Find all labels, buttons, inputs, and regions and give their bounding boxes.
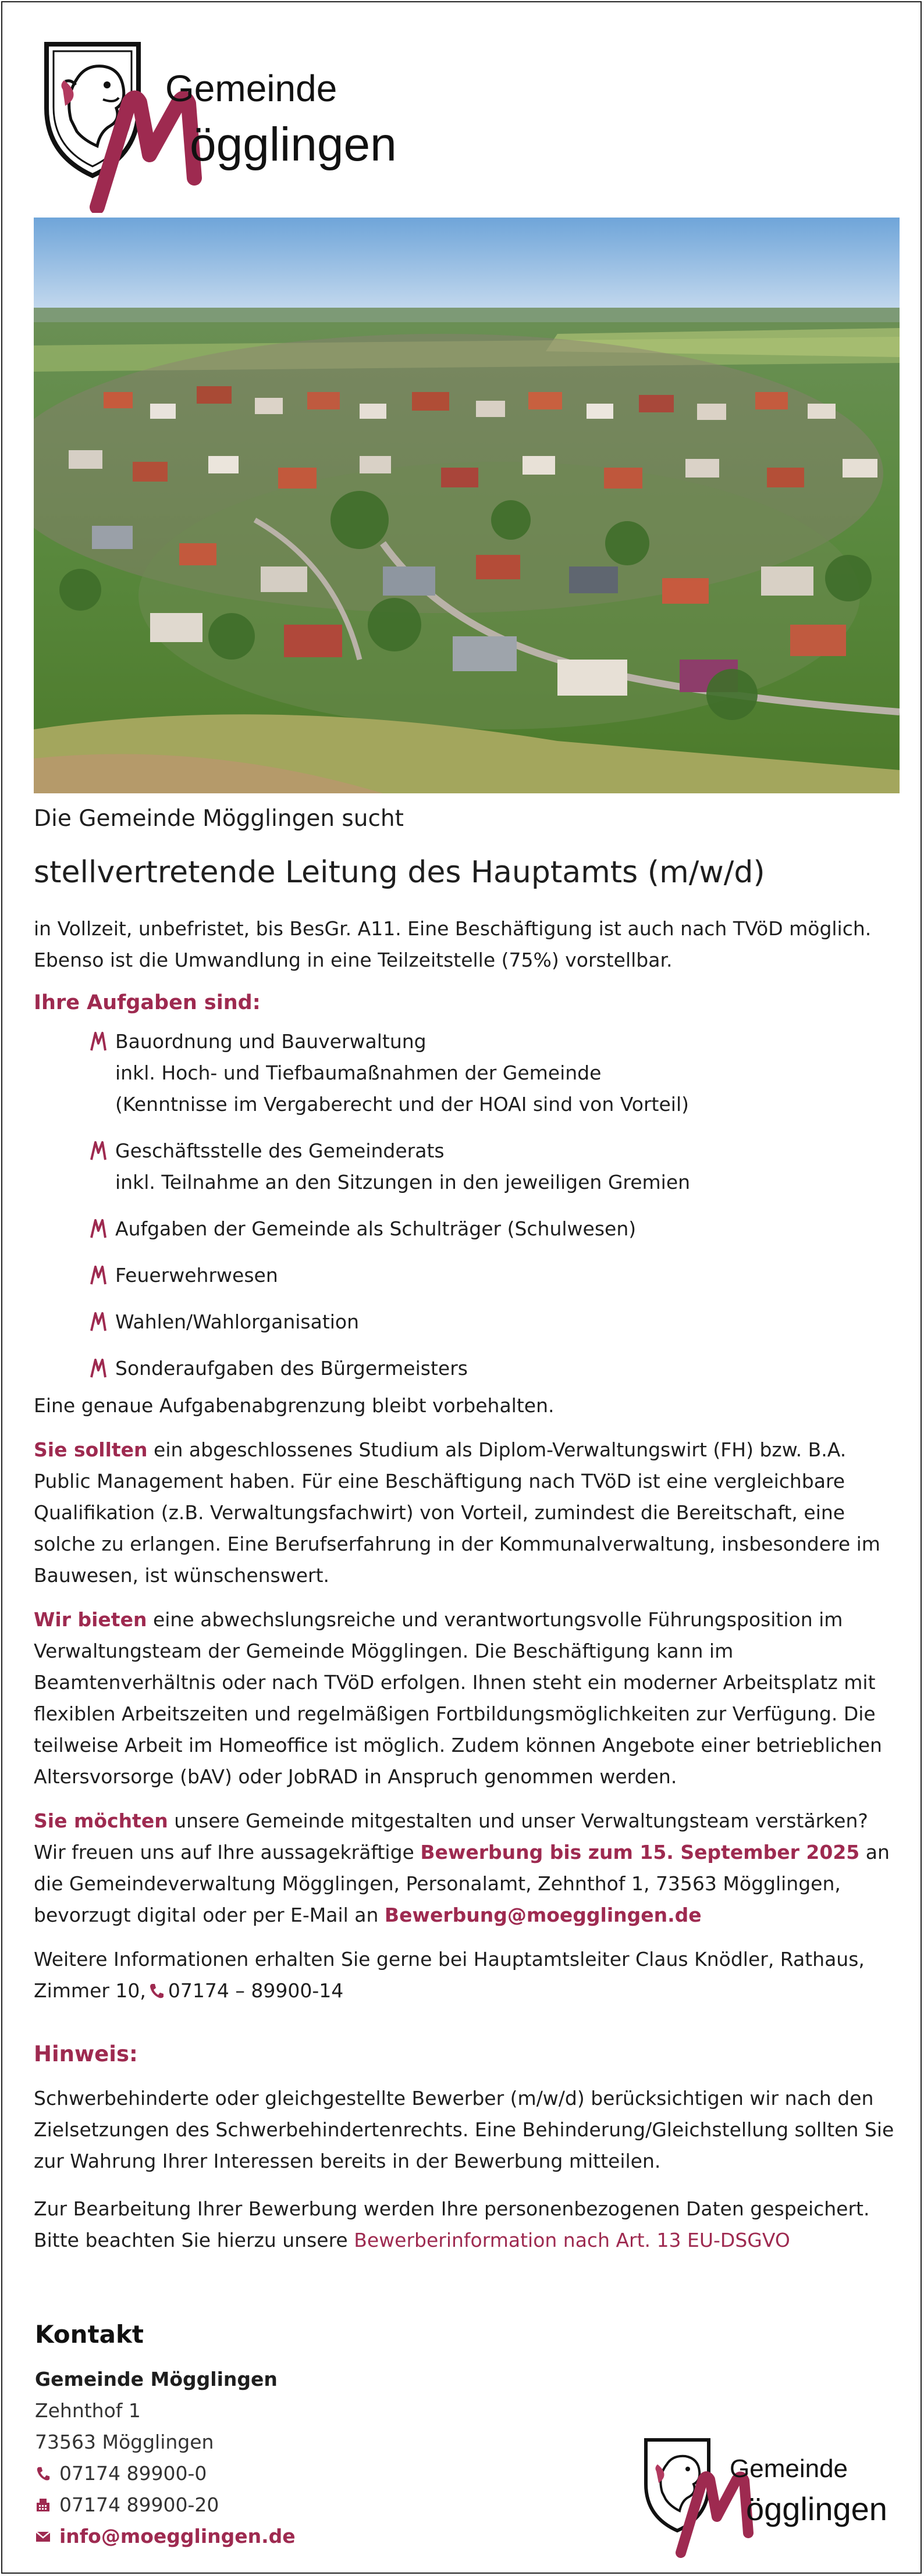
task-item xyxy=(90,1353,895,1384)
job-title: stellvertretende Leitung des Hauptamts (m/w/d) xyxy=(34,855,765,890)
task-line: Bauordnung und Bauverwaltung xyxy=(115,1030,427,1053)
task-line: Aufgaben der Gemeinde als Schulträger (Schulwesen) xyxy=(115,1217,637,1240)
apply-lead: Sie möchten xyxy=(34,1809,168,1832)
phone-icon xyxy=(35,2465,51,2482)
privacy-info-link[interactable]: Bewerberinformation nach Art. 13 EU-DSGVO xyxy=(354,2229,790,2251)
contact-block xyxy=(35,2320,500,2552)
m-bullet-icon xyxy=(90,1310,107,1333)
gemeinde-logo-bottom xyxy=(642,2436,898,2559)
task-line: Wahlen/Wahlorganisation xyxy=(115,1310,360,1333)
employment-line-1: in Vollzeit, unbefristet, bis BesGr. A11. Eine Beschäftigung ist auch nach TVöD möglich. xyxy=(34,917,872,940)
job-ad-page xyxy=(1,1,922,2574)
m-bullet-icon xyxy=(90,1263,107,1287)
task-item xyxy=(90,1260,895,1291)
logo-word-1: Gemeinde xyxy=(165,67,337,109)
village-aerial-photo-icon xyxy=(34,218,900,793)
phone-icon xyxy=(148,1982,165,2000)
logo-word-2-rest: ögglingen xyxy=(746,2491,887,2527)
tasks-heading: Ihre Aufgaben sind: xyxy=(34,991,261,1014)
contact-email-row xyxy=(35,2521,500,2552)
apply-email-link[interactable]: Bewerbung@moegglingen.de xyxy=(384,1904,702,1926)
hinweis-text: Zur Bearbeitung Ihrer Bewerbung werden Ihre personenbezogenen Daten gespeichert. Bitte beachten Sie hierzu unsere xyxy=(34,2197,870,2251)
contact-city: 73563 Mögglingen xyxy=(35,2431,214,2453)
apply-paragraph xyxy=(34,1805,895,1931)
apply-deadline: Bewerbung bis zum 15. September 2025 xyxy=(420,1841,860,1864)
requirements-paragraph xyxy=(34,1434,895,1591)
m-bullet-icon xyxy=(90,1356,107,1380)
gemeinde-logo-top xyxy=(42,38,403,213)
tasks-note: Eine genaue Aufgabenabgrenzung bleibt vorbehalten. xyxy=(34,1394,555,1417)
contact-street: Zehnthof 1 xyxy=(35,2399,141,2422)
m-bullet-icon xyxy=(90,1139,107,1162)
logo-word-1: Gemeinde xyxy=(730,2454,848,2483)
task-item xyxy=(90,1306,895,1338)
m-bullet-icon xyxy=(90,1029,107,1053)
contact-fax: 07174 89900-20 xyxy=(59,2493,219,2516)
logo-word-2-rest: ögglingen xyxy=(190,118,397,171)
contact-fax-row xyxy=(35,2489,500,2521)
m-bullet-icon xyxy=(90,1217,107,1240)
info-paragraph xyxy=(34,1944,895,2007)
task-item xyxy=(90,1026,895,1120)
apply-text-2: an die Gemeindeverwaltung Mögglingen, Personalamt, Zehnthof 1, 73563 Mögglingen, bevorzugt digital oder per E-Mail an xyxy=(34,1841,890,1926)
requirements-lead: Sie sollten xyxy=(34,1438,148,1461)
contact-heading: Kontakt xyxy=(35,2320,144,2349)
info-phone[interactable]: 07174 – 89900-14 xyxy=(168,1979,344,2002)
task-line: (Kenntnisse im Vergaberecht und der HOAI sind von Vorteil) xyxy=(115,1093,690,1116)
hinweis-heading: Hinweis: xyxy=(34,2041,138,2066)
envelope-icon xyxy=(35,2528,51,2545)
intro-line: Die Gemeinde Mögglingen sucht xyxy=(34,806,404,832)
task-line: Sonderaufgaben des Bürgermeisters xyxy=(115,1357,468,1380)
task-line: Feuerwehrwesen xyxy=(115,1264,278,1287)
info-text: Weitere Informationen erhalten Sie gerne bei Hauptamtsleiter Claus Knödler, Rathaus, Zimmer 10, xyxy=(34,1948,865,2002)
hero-aerial-image xyxy=(34,218,900,793)
task-item xyxy=(90,1213,895,1245)
ad-content xyxy=(34,802,895,2256)
contact-phone[interactable]: 07174 89900-0 xyxy=(59,2462,207,2485)
contact-phone-row xyxy=(35,2458,500,2489)
task-item xyxy=(90,1135,895,1198)
hinweis-paragraph-1: Schwerbehinderte oder gleichgestellte Bewerber (m/w/d) berücksichtigen wir nach den Zielsetzungen des Schwerbehindertenrechts. Eine Behinderung/Gleichstellung sollten Sie zur Wahrung Ihrer Interessen bereits in der Bewerbung mitteilen. xyxy=(34,2087,894,2172)
hinweis-paragraph-2 xyxy=(34,2193,895,2256)
tasks-list xyxy=(34,1026,895,1384)
task-line: inkl. Hoch- und Tiefbaumaßnahmen der Gemeinde xyxy=(115,1061,602,1084)
apply-text-1: unsere Gemeinde mitgestalten und unser Verwaltungsteam verstärken? Wir freuen uns auf Ihre aussagekräftige xyxy=(34,1809,868,1864)
offer-text: eine abwechslungsreiche und verantwortungsvolle Führungsposition im Verwaltungsteam der Gemeinde Mögglingen. Die Beschäftigung kann im Beamtenverhältnis oder nach TVöD erfolgen. Ihnen steht ein moderner Arbeitsplatz mit flexiblen Arbeitszeiten und regelmäßigen Fortbildungsmöglichkeiten zur Verfügung. Die teilweise Arbeit im Homeoffice ist möglich. Zudem können Angebote einer betrieblichen Altersvorsorge (bAV) oder JobRAD in Anspruch genommen werden. xyxy=(34,1608,882,1788)
contact-email[interactable]: info@moegglingen.de xyxy=(59,2525,296,2548)
task-line: inkl. Teilnahme an den Sitzungen in den jeweiligen Gremien xyxy=(115,1171,691,1193)
employment-line-2: Ebenso ist die Umwandlung in eine Teilzeitstelle (75%) vorstellbar. xyxy=(34,949,673,971)
offer-lead: Wir bieten xyxy=(34,1608,147,1631)
offer-paragraph xyxy=(34,1604,895,1793)
requirements-text: ein abgeschlossenes Studium als Diplom-Verwaltungswirt (FH) bzw. B.A. Public Management haben. Für eine Beschäftigung nach TVöD ist eine vergleichbare Qualifikation (z.B. Verwaltungsfachwirt) von Vorteil, zumindest die Bereitschaft, eine solche zu erlangen. Eine Berufserfahrung in der Kommunalverwaltung, insbesondere im Bauwesen, ist wünschenswert. xyxy=(34,1438,880,1587)
contact-org: Gemeinde Mögglingen xyxy=(35,2368,278,2390)
fax-icon xyxy=(35,2497,51,2513)
task-line: Geschäftsstelle des Gemeinderats xyxy=(115,1139,445,1162)
